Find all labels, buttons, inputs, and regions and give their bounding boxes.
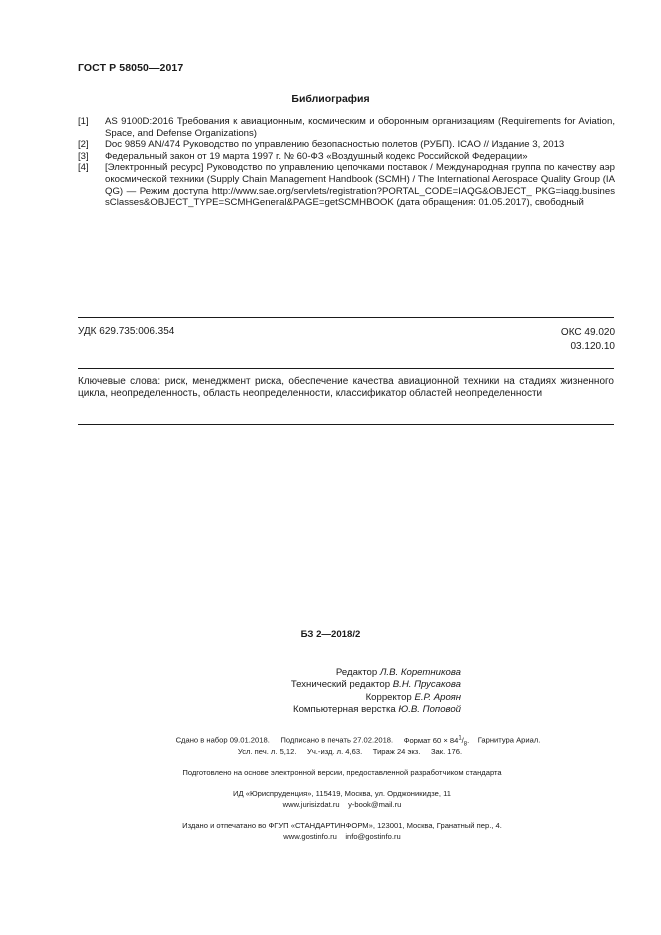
order-number: Зак. 176. xyxy=(430,747,463,756)
staff-person: В.Н. Прусакова xyxy=(392,679,461,691)
entry-number: [2] xyxy=(78,139,89,151)
staff-person: Е.Р. Ароян xyxy=(414,691,461,703)
printer-site: www.gostinfo.ru xyxy=(283,832,337,841)
divider-middle xyxy=(78,368,614,369)
oks-line-1: ОКС 49.020 xyxy=(560,327,615,338)
divider-top xyxy=(78,317,614,318)
bz-number: БЗ 2—2018/2 xyxy=(300,629,361,640)
staff-list xyxy=(200,667,461,717)
printer-email: info@gostinfo.ru xyxy=(345,832,401,841)
entry-text: Doc 9859 AN/474 Руководство по управлению безопасностью полетов (РУБП). ICAO // Издание 3, 2013 xyxy=(105,139,565,151)
standard-code: ГОСТ Р 58050—2017 xyxy=(78,62,184,74)
staff-row xyxy=(200,667,461,679)
entry-text: AS 9100D:2016 Требования к авиационным, космическим и оборонным организациям (Requirements for Aviation, Space, and Defense Organizations) xyxy=(105,116,615,139)
entry-text: [Электронный ресурс] Руководство по управлению цепочками поставок / Международная группа по качеству аэрокосмической техники (Supply Chain Management Handbook (SCMH) / The International Aerospace Quality Group (IAQG) — Режим доступа http://www.sae.org/servlets/registration?PORTAL_CODE=IAQG&OBJECT_ PKG=iaqg.businessClasses&OBJECT_TYPE=SCMHGeneral&PAGE=getSCMHBOOK (дата обращения: 01.05.2017), свободный xyxy=(105,162,615,209)
printer-contacts xyxy=(62,831,622,842)
publisher-email: y-book@mail.ru xyxy=(348,800,402,809)
edition-sheets: Уч.-изд. л. 4,63. xyxy=(307,747,363,756)
udc-code: УДК 629.735:006.354 xyxy=(78,326,175,337)
staff-role: Технический редактор xyxy=(290,679,391,691)
staff-role: Корректор xyxy=(365,691,412,703)
oks-code xyxy=(561,326,615,354)
entry-text: Федеральный закон от 19 марта 1997 г. № 60-ФЗ «Воздушный кодекс Российской Федерации» xyxy=(105,150,528,162)
staff-row xyxy=(200,692,461,704)
prepared-note: Подготовлено на основе электронной версии, предоставленной разработчиком стандарта xyxy=(182,768,502,777)
staff-role: Компьютерная верстка xyxy=(293,704,396,716)
print-sheets: Усл. печ. л. 5,12. xyxy=(237,747,297,756)
signed-date: Подписано в печать 27.02.2018. xyxy=(280,735,394,745)
bibliography-entry xyxy=(78,151,615,163)
bibliography-list xyxy=(78,116,615,209)
staff-role: Редактор xyxy=(335,667,378,678)
keywords: Ключевые слова: риск, менеджмент риска, обеспечение качества авиационной техники на стадиях жизненного цикла, неопределенность, область неопределенности, классификатор областей неопределенности xyxy=(78,376,614,400)
entry-number: [3] xyxy=(78,150,89,162)
bibliography-title: Библиография xyxy=(291,93,370,105)
staff-person: Ю.В. Поповой xyxy=(398,704,461,716)
bibliography-entry xyxy=(78,162,615,208)
copies: Тираж 24 экз. xyxy=(372,747,421,756)
bibliography-entry xyxy=(78,116,615,139)
publisher-contacts xyxy=(62,799,622,810)
publisher-line: ИД «Юриспруденция», 115419, Москва, ул. Орджоникидзе, 11 xyxy=(233,789,451,798)
printer-line: Издано и отпечатано во ФГУП «СТАНДАРТИНФОРМ», 123001, Москва, Гранатный пер., 4. xyxy=(182,821,502,830)
typeface: Гарнитура Ариал. xyxy=(477,735,541,745)
print-info-line-2 xyxy=(70,746,630,757)
entry-number: [4] xyxy=(78,162,89,174)
staff-row xyxy=(200,679,461,691)
divider-bottom xyxy=(78,424,614,425)
staff-row xyxy=(200,704,461,716)
oks-line-2: 03.120.10 xyxy=(570,341,615,352)
sent-date: Сдано в набор 09.01.2018. xyxy=(175,735,270,745)
publisher-site: www.jurisizdat.ru xyxy=(282,800,340,809)
entry-number: [1] xyxy=(78,116,89,127)
staff-person: Л.В. Коретникова xyxy=(379,667,461,678)
bibliography-entry xyxy=(78,139,615,151)
paper-format: Формат $60 \times 84^1/_8$. xyxy=(403,735,470,748)
